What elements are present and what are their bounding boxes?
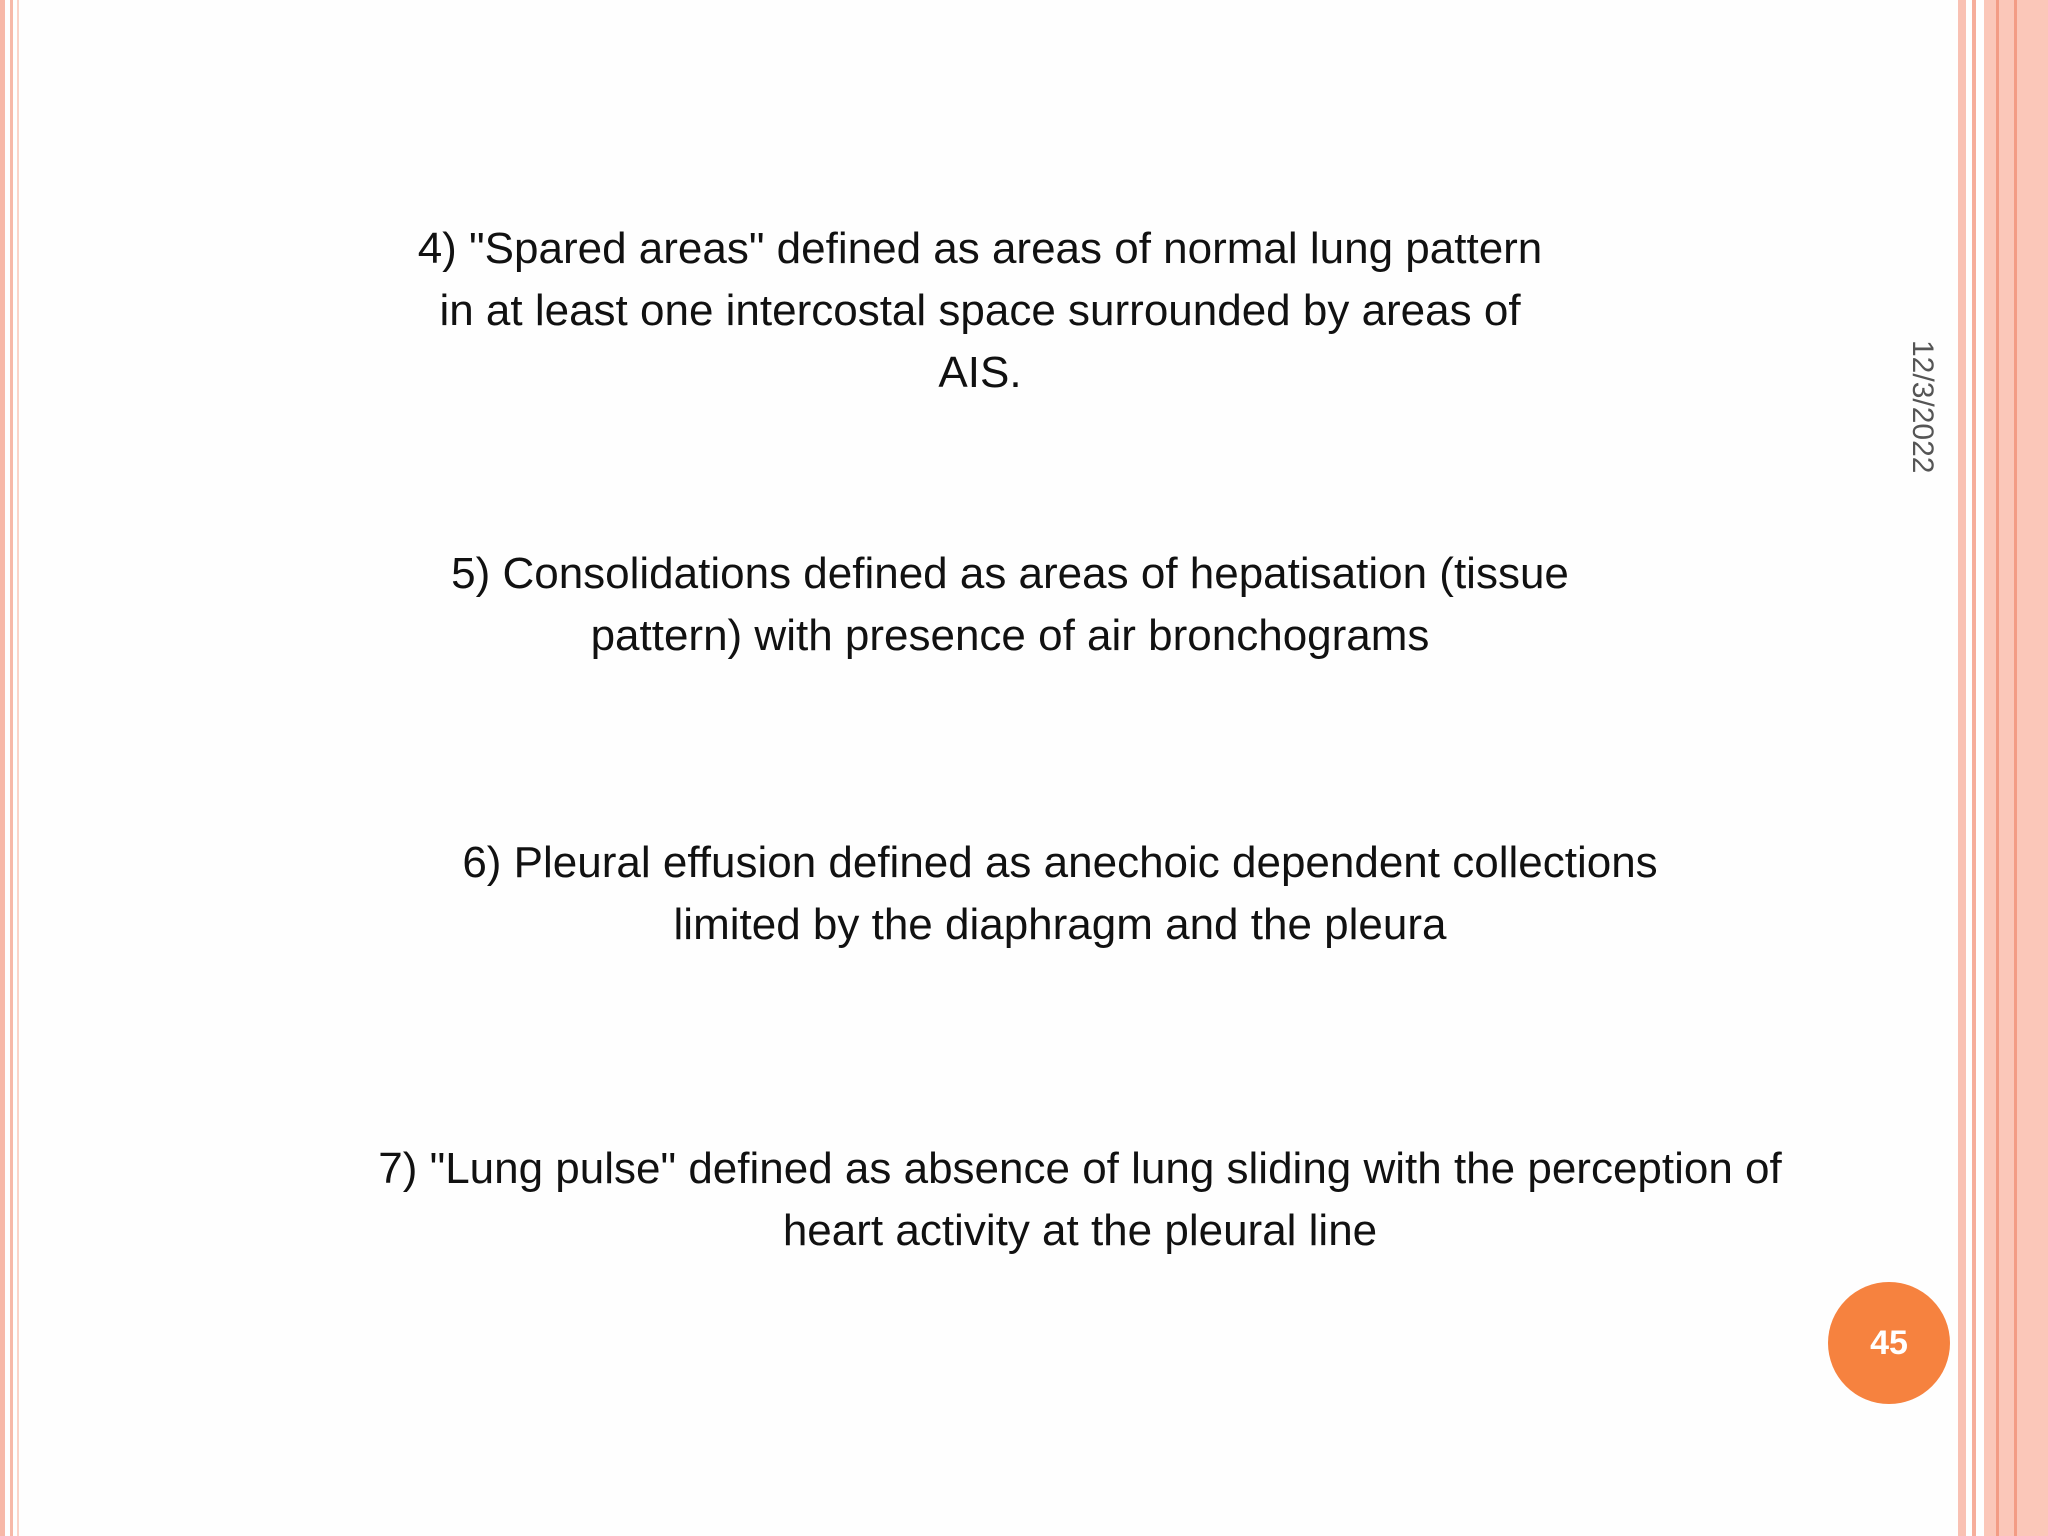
- text-line: AIS.: [938, 348, 1022, 397]
- definition-consolidations: [330, 543, 1690, 667]
- text-line: limited by the diaphragm and the pleura: [673, 900, 1447, 949]
- definition-lung-pulse: [240, 1138, 1920, 1262]
- text-line: 6) Pleural effusion defined as anechoic dependent collections: [462, 838, 1658, 887]
- right-border-bar: [1972, 0, 1976, 1536]
- slide-date: 12/3/2022: [1906, 340, 1939, 474]
- definition-spared-areas: [300, 218, 1660, 404]
- page-number-badge: 45: [1828, 1282, 1950, 1404]
- left-border-line: [10, 0, 13, 1536]
- definition-pleural-effusion: [340, 832, 1780, 956]
- text-line: pattern) with presence of air bronchograms: [590, 611, 1430, 660]
- text-line: 7) "Lung pulse" defined as absence of lung sliding with the perception of: [378, 1144, 1782, 1193]
- right-border-bar: [1958, 0, 1966, 1536]
- right-border-line: [2014, 0, 2017, 1536]
- text-line: 5) Consolidations defined as areas of hepatisation (tissue: [451, 549, 1569, 598]
- text-line: heart activity at the pleural line: [782, 1206, 1378, 1255]
- left-border-line: [0, 0, 5, 1536]
- text-line: in at least one intercostal space surrounded by areas of: [439, 286, 1521, 335]
- left-border-line: [17, 0, 19, 1536]
- text-line: 4) "Spared areas" defined as areas of normal lung pattern: [417, 224, 1543, 273]
- right-border-line: [1996, 0, 1999, 1536]
